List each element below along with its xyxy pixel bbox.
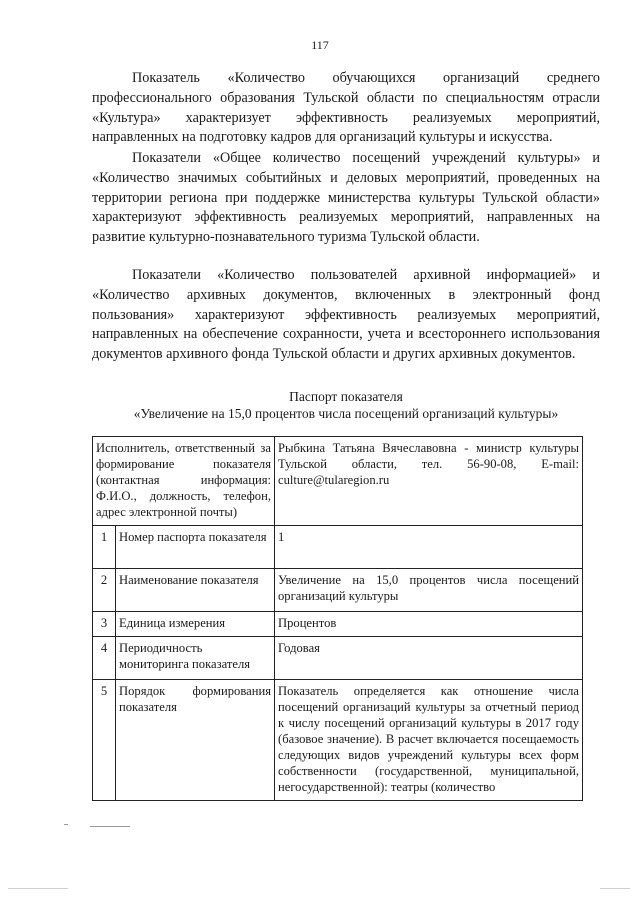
passport-title: Паспорт показателя	[289, 389, 403, 404]
scan-artifact	[90, 826, 130, 827]
table-row	[93, 526, 583, 569]
row-number: 1	[93, 526, 116, 569]
row-value: Процентов	[275, 612, 583, 637]
table-row	[93, 680, 583, 801]
page-number: 117	[311, 38, 329, 52]
table-row-responsible	[93, 437, 583, 526]
table-row	[93, 612, 583, 637]
table-row	[93, 637, 583, 680]
row-number: 3	[93, 612, 116, 637]
row-value: Увеличение на 15,0 процентов числа посещений организаций культуры	[275, 569, 583, 612]
paragraph-1: Показатель «Количество обучающихся организаций среднего профессионального образования Тульской области по специальностям отрасли «Культура» характеризует эффективность реализуемых мероприятий, направленных на подготовку кадров для организаций культуры и искусства.	[92, 70, 600, 146]
row-label: Наименование показателя	[116, 569, 275, 612]
row-value: Годовая	[275, 637, 583, 680]
passport-subtitle: «Увеличение на 15,0 процентов числа посещений организаций культуры»	[133, 406, 559, 421]
row-value: 1	[275, 526, 583, 569]
row-number: 5	[93, 680, 116, 801]
row-label: Порядок формирования показателя	[116, 680, 275, 801]
scan-artifact	[64, 824, 68, 825]
row-number: 2	[93, 569, 116, 612]
scan-artifact	[8, 888, 68, 889]
paragraph-2: Показатели «Общее количество посещений учреждений культуры» и «Количество значимых событийных и деловых мероприятий, проведенных на территории региона при поддержке министерства культуры Тульской области» характеризуют эффективность реализуемых мероприятий, направленных на развитие культурно-познавательного туризма Тульской области.	[92, 150, 600, 246]
table-row	[93, 569, 583, 612]
paragraph-3: Показатели «Количество пользователей архивной информацией» и «Количество архивных документов, включенных в электронный фонд пользования» характеризуют эффективность реализуемых мероприятий, направленных на обеспечение сохранности, учета и всестороннего использования документов архивного фонда Тульской области и других архивных документов.	[92, 267, 600, 363]
responsible-label: Исполнитель, ответственный за формирование показателя (контактная информация: Ф.И.О., должность, телефон, адрес электронной почты)	[93, 437, 275, 526]
row-value: Показатель определяется как отношение числа посещений организаций культуры за отчетный период к числу посещений организаций культуры в 2017 году (базовое значение). В расчет включается посещаемость следующих видов учреждений культуры всех форм собственности (государственной, муниципальной, негосударственной): театры (количество	[275, 680, 583, 801]
row-label: Номер паспорта показателя	[116, 526, 275, 569]
responsible-value: Рыбкина Татьяна Вячеславовна - министр культуры Тульской области, тел. 56-90-08, E-mail: culture@tularegion.ru	[275, 437, 583, 526]
scan-artifact	[600, 888, 630, 889]
passport-table	[92, 436, 583, 801]
row-number: 4	[93, 637, 116, 680]
row-label: Единица измерения	[116, 612, 275, 637]
row-label: Периодичность мониторинга показателя	[116, 637, 275, 680]
passport-heading	[92, 388, 600, 422]
